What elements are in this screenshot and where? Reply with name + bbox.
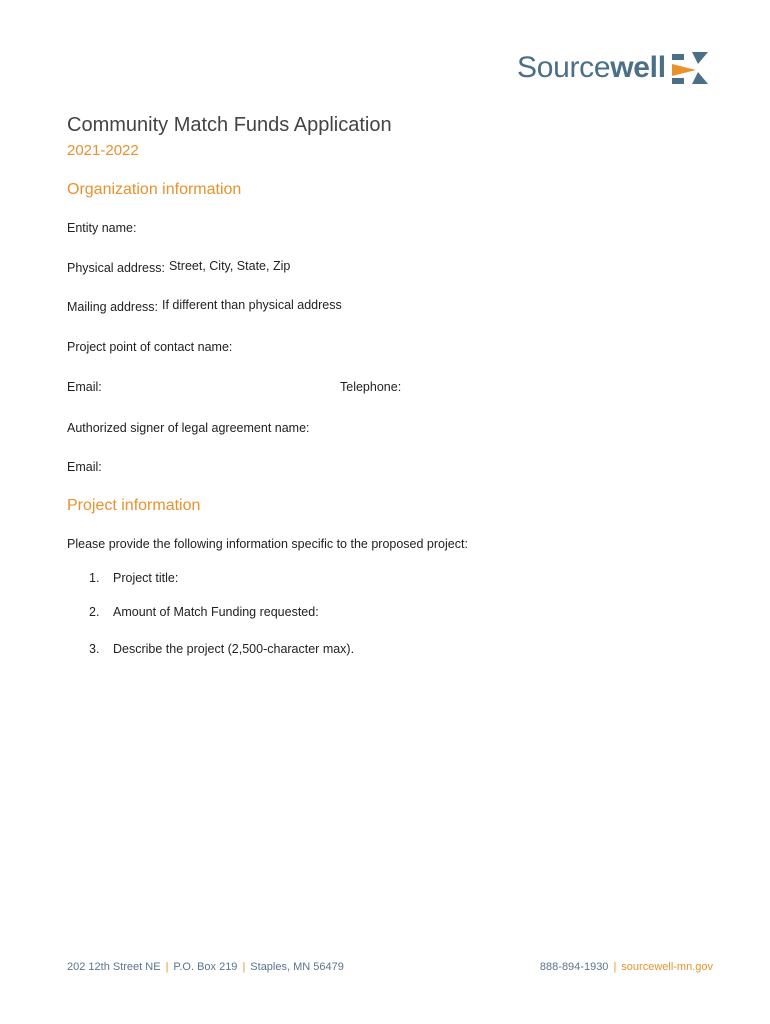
list-item[interactable] — [67, 571, 178, 585]
contact-email-field[interactable] — [67, 380, 102, 394]
logo-text-light: Source — [517, 51, 611, 84]
mailing-address-label: Mailing address: — [67, 300, 159, 314]
project-instructions: Please provide the following information specific to the proposed project: — [67, 537, 468, 551]
physical-address-field[interactable] — [67, 261, 290, 275]
list-item[interactable] — [67, 642, 354, 656]
organization-heading: Organization information — [67, 181, 242, 198]
contact-name-field[interactable] — [67, 340, 232, 354]
mailing-address-hint: If different than physical address — [162, 298, 342, 312]
footer-address — [67, 961, 344, 973]
footer-street: 202 12th Street NE — [67, 961, 161, 973]
contact-email-label: Email: — [67, 380, 102, 394]
signer-email-label: Email: — [67, 460, 102, 474]
signer-email-field[interactable] — [67, 460, 102, 474]
footer-city: Staples, MN 56479 — [250, 961, 344, 973]
question-number: 3. — [89, 642, 100, 656]
signer-name-field[interactable] — [67, 421, 310, 435]
list-item[interactable] — [67, 605, 319, 619]
footer-separator: | — [165, 961, 169, 973]
physical-address-label: Physical address: — [67, 261, 165, 275]
logo-mark-icon — [670, 50, 710, 86]
question-number: 2. — [89, 605, 100, 619]
telephone-field[interactable] — [340, 380, 401, 394]
mailing-address-field[interactable] — [67, 300, 342, 314]
sourcewell-logo — [517, 48, 717, 88]
logo-wordmark — [517, 51, 666, 85]
question-number: 1. — [89, 571, 100, 585]
physical-address-hint: Street, City, State, Zip — [168, 259, 291, 273]
entity-name-field[interactable] — [67, 221, 136, 235]
telephone-label: Telephone: — [340, 380, 402, 394]
project-heading: Project information — [67, 497, 201, 514]
page-footer — [67, 961, 713, 973]
document-year: 2021-2022 — [67, 142, 139, 159]
question-text: Amount of Match Funding requested: — [113, 605, 319, 619]
footer-website-link[interactable]: sourcewell-mn.gov — [621, 961, 713, 973]
footer-pobox: P.O. Box 219 — [173, 961, 238, 973]
contact-name-label: Project point of contact name: — [67, 340, 233, 354]
footer-separator: | — [242, 961, 246, 973]
footer-phone: 888-894-1930 — [539, 961, 609, 973]
logo-text-bold: well — [610, 51, 666, 84]
entity-name-label: Entity name: — [67, 221, 137, 235]
question-text: Describe the project (2,500-character max). — [113, 642, 355, 656]
page-title: Community Match Funds Application — [67, 114, 392, 136]
footer-separator: | — [613, 961, 617, 973]
signer-name-label: Authorized signer of legal agreement name: — [67, 421, 310, 435]
footer-contact — [540, 961, 713, 973]
question-text: Project title: — [113, 571, 179, 585]
